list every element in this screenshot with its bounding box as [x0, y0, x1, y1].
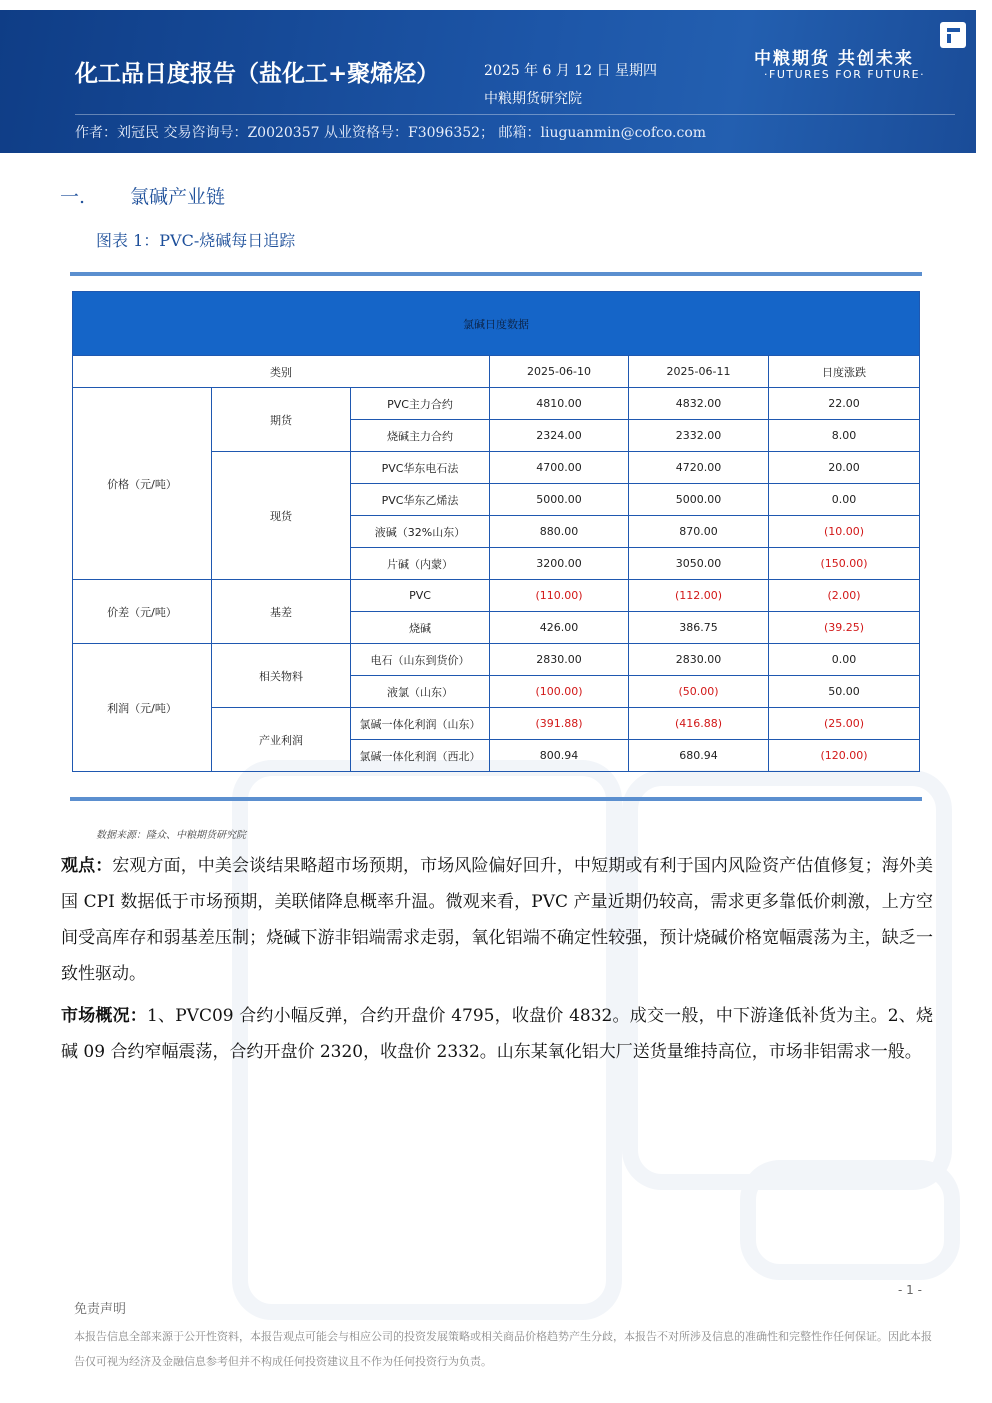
row-change: (25.00): [769, 708, 920, 740]
subgroup-related: 相关物料: [212, 644, 351, 708]
row-item: 电石（山东到货价）: [351, 644, 490, 676]
logo-text: 中粮期货 共创未来: [754, 49, 914, 69]
row-item: 液氯（山东）: [351, 676, 490, 708]
row-item: PVC华东乙烯法: [351, 484, 490, 516]
row-value-2: 680.94: [629, 740, 769, 772]
report-header: [0, 10, 976, 153]
group-spread: 价差（元/吨）: [73, 580, 212, 644]
row-value-1: 2830.00: [490, 644, 629, 676]
header-date-2: 2025-06-11: [629, 356, 769, 388]
page-number: - 1 -: [898, 1283, 922, 1297]
row-value-1: 880.00: [490, 516, 629, 548]
row-change: (39.25): [769, 612, 920, 644]
row-value-2: 4832.00: [629, 388, 769, 420]
section-heading: [60, 182, 225, 209]
row-item: 液碱（32%山东）: [351, 516, 490, 548]
section-title: 氯碱产业链: [130, 186, 226, 208]
row-value-1: (110.00): [490, 580, 629, 612]
row-item: PVC华东电石法: [351, 452, 490, 484]
row-change: 22.00: [769, 388, 920, 420]
row-item: 片碱（内蒙）: [351, 548, 490, 580]
market-label: 市场概况：: [61, 1006, 148, 1026]
row-value-1: 800.94: [490, 740, 629, 772]
report-title: 化工品日度报告（盐化工+聚烯烃）: [75, 60, 440, 87]
row-change: (120.00): [769, 740, 920, 772]
table-row: [73, 580, 920, 612]
row-change: (150.00): [769, 548, 920, 580]
row-value-1: 3200.00: [490, 548, 629, 580]
row-value-2: (112.00): [629, 580, 769, 612]
group-price: 价格（元/吨）: [73, 388, 212, 580]
row-value-1: (100.00): [490, 676, 629, 708]
report-date: 2025 年 6 月 12 日 星期四: [484, 63, 658, 79]
subgroup-industry-profit: 产业利润: [212, 708, 351, 772]
row-value-1: 5000.00: [490, 484, 629, 516]
author-line: 作者：刘冠民 交易咨询号：Z0020357 从业资格号：F3096352； 邮箱：liuguanmin@cofco.com: [75, 125, 707, 141]
watermark-shape: [740, 1160, 960, 1280]
market-paragraph: [61, 998, 933, 1070]
row-item: 氯碱一体化利润（西北）: [351, 740, 490, 772]
row-value-1: 2324.00: [490, 420, 629, 452]
row-item: PVC: [351, 580, 490, 612]
row-item: 烧碱主力合约: [351, 420, 490, 452]
disclaimer-title: 免责声明: [74, 1302, 127, 1317]
row-change: (2.00): [769, 580, 920, 612]
header-date-1: 2025-06-10: [490, 356, 629, 388]
disclaimer-text: 本报告信息全部来源于公开性资料，本报告观点可能会与相应公司的投资发展策略或相关商品价格趋势产生分歧，本报告不对所涉及信息的准确性和完整性作任何保证。因此本报告仅可视为经济及金融信息参考但并不构成任何投资建议且不作为任何投资行为负责。: [74, 1330, 932, 1368]
market-text: 1、PVC09 合约小幅反弹，合约开盘价 4795，收盘价 4832。成交一般，中下游逢低补货为主。2、烧碱 09 合约窄幅震荡，合约开盘价 2320，收盘价 2332。山东某氧化铝大厂送货量维持高位，市场非铝需求一般。: [61, 1006, 933, 1062]
row-value-1: 426.00: [490, 612, 629, 644]
view-text: 宏观方面，中美会谈结果略超市场预期，市场风险偏好回升，中短期或有利于国内风险资产估值修复；海外美国 CPI 数据低于市场预期，美联储降息概率升温。微观来看，PVC 产量近期仍较高，需求更多靠低价刺激，上方空间受高库存和弱基差压制；烧碱下游非铝端需求走弱，氧化铝端不确定性较强，预计烧碱价格宽幅震荡为主，缺乏一致性驱动。: [61, 856, 934, 984]
row-change: 8.00: [769, 420, 920, 452]
row-value-2: (416.88): [629, 708, 769, 740]
data-source: 数据来源：隆众、中粮期货研究院: [96, 830, 246, 841]
logo-slogan: ·FUTURES FOR FUTURE·: [764, 68, 926, 81]
row-value-1: 4700.00: [490, 452, 629, 484]
row-value-2: 3050.00: [629, 548, 769, 580]
view-label: 观点：: [61, 856, 113, 876]
row-change: 0.00: [769, 644, 920, 676]
row-value-2: 5000.00: [629, 484, 769, 516]
row-value-2: 2830.00: [629, 644, 769, 676]
row-item: PVC主力合约: [351, 388, 490, 420]
row-change: 20.00: [769, 452, 920, 484]
section-number: 一.: [60, 186, 86, 208]
header-divider: [75, 114, 955, 115]
row-value-2: 4720.00: [629, 452, 769, 484]
table-row: [73, 388, 920, 420]
bottom-rule: [70, 797, 922, 801]
row-change: (10.00): [769, 516, 920, 548]
row-value-2: 386.75: [629, 612, 769, 644]
header-change: 日度涨跌: [769, 356, 920, 388]
group-profit: 利润（元/吨）: [73, 644, 212, 772]
subgroup-futures: 期货: [212, 388, 351, 452]
table-row: [73, 644, 920, 676]
row-value-1: (391.88): [490, 708, 629, 740]
row-value-2: (50.00): [629, 676, 769, 708]
row-value-1: 4810.00: [490, 388, 629, 420]
report-org: 中粮期货研究院: [484, 91, 582, 107]
row-change: 50.00: [769, 676, 920, 708]
logo-icon: [940, 22, 966, 48]
row-value-2: 2332.00: [629, 420, 769, 452]
subgroup-spot: 现货: [212, 452, 351, 580]
row-item: 氯碱一体化利润（山东）: [351, 708, 490, 740]
chlor-alkali-table: [72, 291, 920, 772]
subgroup-basis: 基差: [212, 580, 351, 644]
figure-title: 图表 1：PVC-烧碱每日追踪: [96, 231, 296, 250]
header-category: 类别: [73, 356, 490, 388]
top-rule: [70, 272, 922, 276]
row-item: 烧碱: [351, 612, 490, 644]
row-value-2: 870.00: [629, 516, 769, 548]
view-paragraph: [61, 848, 933, 992]
table-title: 氯碱日度数据: [73, 292, 920, 356]
row-change: 0.00: [769, 484, 920, 516]
